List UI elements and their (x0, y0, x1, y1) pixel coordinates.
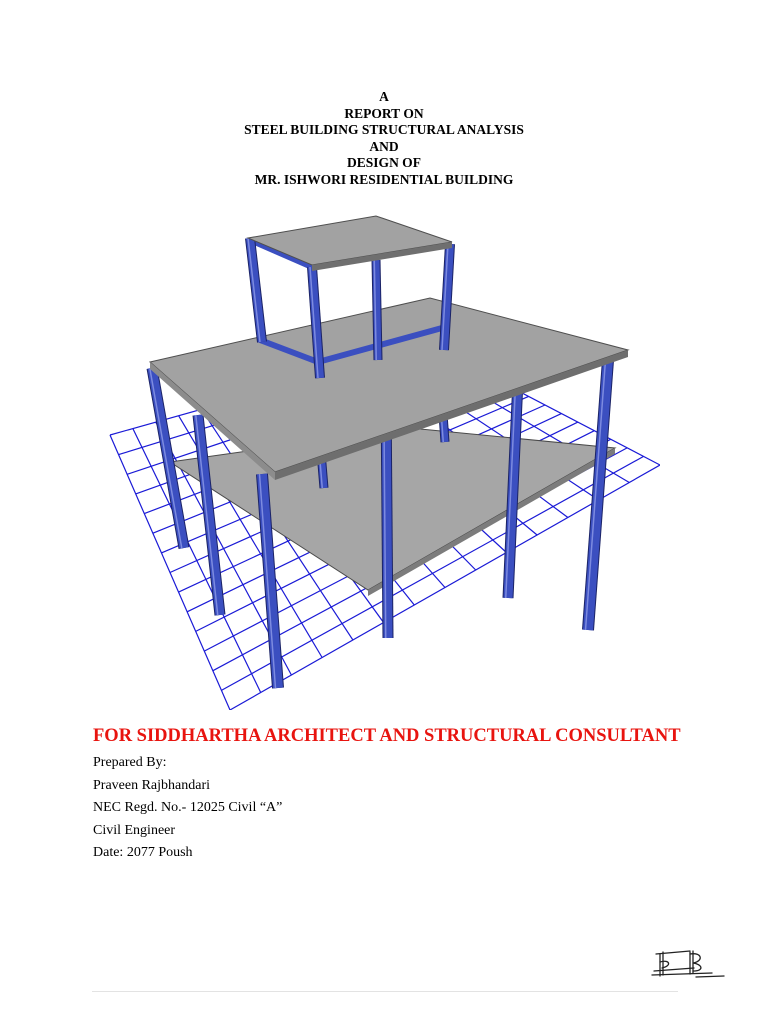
handwritten-signature-icon (650, 944, 730, 984)
report-title (0, 89, 768, 188)
title-line: REPORT ON (344, 105, 424, 121)
prepared-by-block (93, 752, 282, 865)
preparer-designation: Civil Engineer (93, 822, 176, 838)
title-line: A (379, 89, 389, 104)
top-roof-slab (248, 216, 452, 271)
title-line: AND (369, 138, 399, 154)
title-line: DESIGN OF (347, 155, 421, 170)
footer-divider (92, 991, 678, 992)
prepared-by-label: Prepared By: (93, 755, 167, 770)
structural-model-image (100, 210, 660, 710)
registration-number: NEC Regd. No.- 12025 Civil “A” (93, 800, 283, 815)
title-line: MR. ISHWORI RESIDENTIAL BUILDING (254, 171, 514, 187)
consultant-firm-heading: FOR SIDDHARTHA ARCHITECT AND STRUCTURAL CONSULTANT (93, 726, 681, 746)
report-date: Date: 2077 Poush (93, 845, 193, 860)
title-line: STEEL BUILDING STRUCTURAL ANALYSIS (244, 122, 524, 137)
preparer-name: Praveen Rajbhandari (93, 777, 211, 793)
